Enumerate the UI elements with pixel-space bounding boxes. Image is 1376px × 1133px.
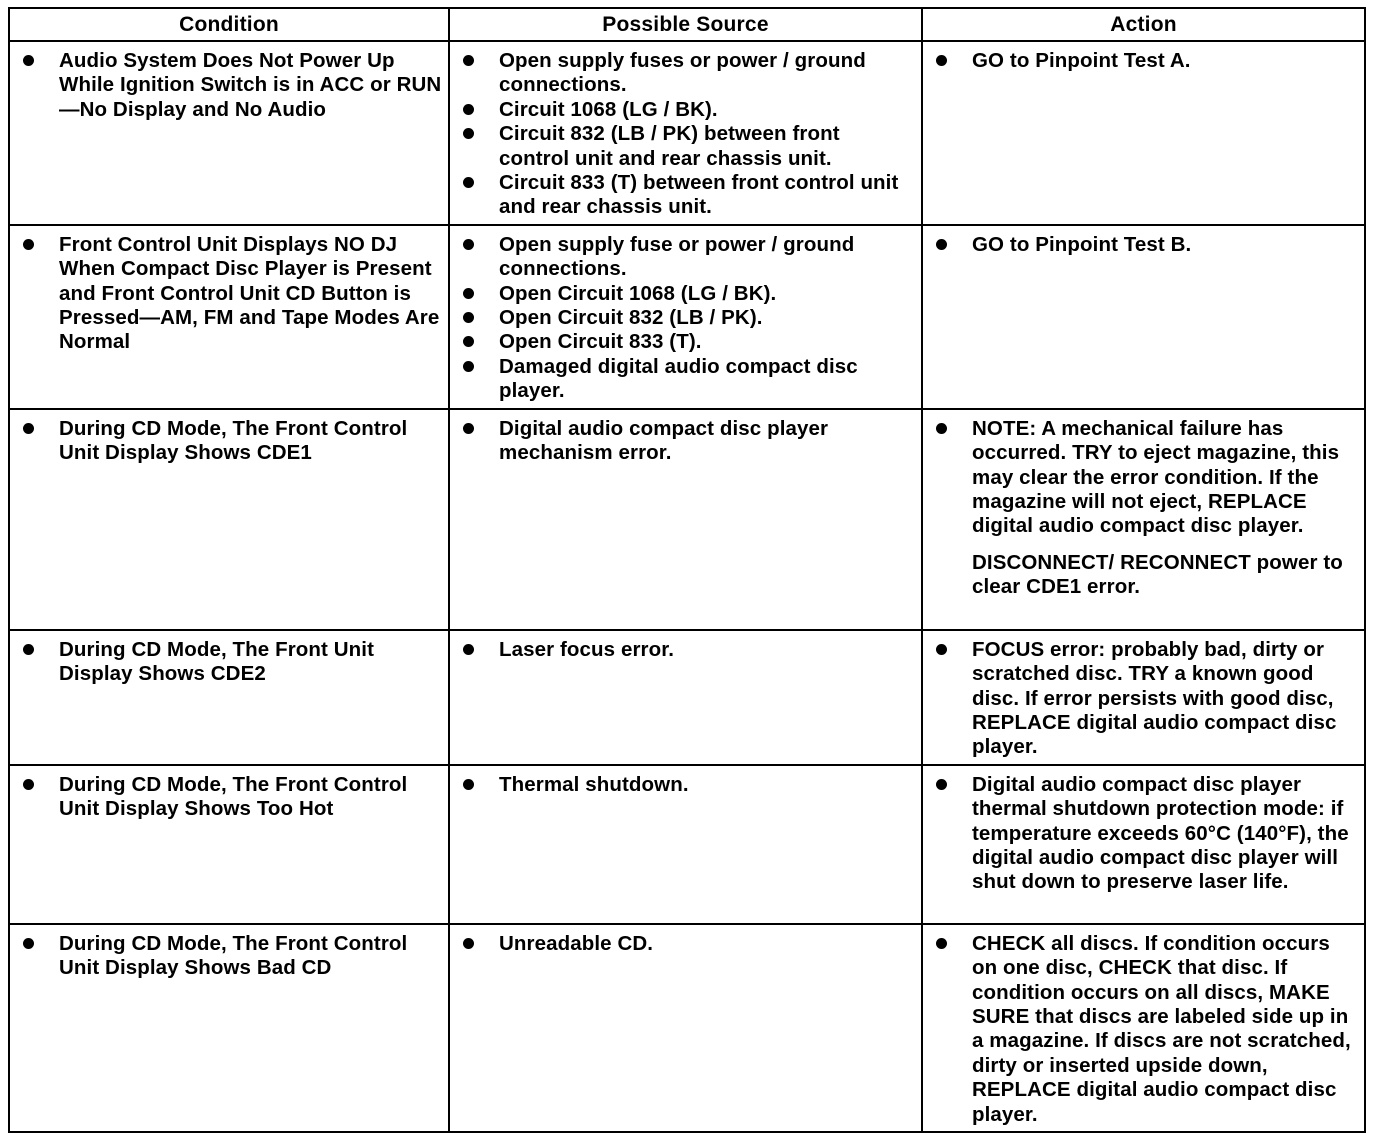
action-text: CHECK all discs. If condition occurs on one disc, CHECK that disc. If condition occurs on all discs, MAKE SURE that discs are labeled side up in a magazine. If discs are not scratched, dirty or inserted upside down, REPLACE digital audio compact disc player. — [933, 932, 1358, 1127]
source-item: Open Circuit 833 (T). — [460, 330, 915, 354]
table-row — [9, 409, 1365, 630]
source-item: Thermal shutdown. — [460, 773, 915, 797]
source-item: Circuit 1068 (LG / BK). — [460, 98, 915, 122]
condition-text: Front Control Unit Displays NO DJ When Compact Disc Player is Present and Front Control Unit CD Button is Pressed—AM, FM and Tape Modes Are Normal — [20, 233, 442, 355]
action-text: Digital audio compact disc player thermal shutdown protection mode: if temperature exceeds 60°C (140°F), the digital audio compact disc player will shut down to preserve laser life. — [933, 773, 1358, 895]
table-row — [9, 630, 1365, 765]
action-header: Action — [922, 8, 1365, 41]
source-item: Circuit 833 (T) between front control unit and rear chassis unit. — [460, 171, 915, 220]
possible-source-header: Possible Source — [449, 8, 922, 41]
condition-text: Audio System Does Not Power Up While Ignition Switch is in ACC or RUN—No Display and No Audio — [20, 49, 442, 122]
source-item: Open supply fuses or power / ground connections. — [460, 49, 915, 98]
condition-cell — [9, 765, 449, 924]
action-cell — [922, 924, 1365, 1132]
condition-cell — [9, 225, 449, 409]
action-cell — [922, 765, 1365, 924]
action-extra-text: DISCONNECT/ RECONNECT power to clear CDE1 error. — [972, 550, 1343, 599]
condition-text: During CD Mode, The Front Control Unit Display Shows CDE1 — [20, 417, 442, 466]
header-row — [9, 8, 1365, 41]
source-item: Unreadable CD. — [460, 932, 915, 956]
action-cell — [922, 409, 1365, 630]
action-cell — [922, 225, 1365, 409]
condition-cell — [9, 41, 449, 225]
source-item: Open supply fuse or power / ground connections. — [460, 233, 915, 282]
condition-header: Condition — [9, 8, 449, 41]
source-cell — [449, 765, 922, 924]
action-text: FOCUS error: probably bad, dirty or scratched disc. TRY a known good disc. If error persists with good disc, REPLACE digital audio compact disc player. — [933, 638, 1358, 760]
table-row — [9, 924, 1365, 1132]
condition-text: During CD Mode, The Front Control Unit Display Shows Bad CD — [20, 932, 442, 981]
source-item: Laser focus error. — [460, 638, 915, 662]
source-item: Open Circuit 832 (LB / PK). — [460, 306, 915, 330]
condition-cell — [9, 630, 449, 765]
table-row — [9, 41, 1365, 225]
table-row — [9, 225, 1365, 409]
source-item: Circuit 832 (LB / PK) between front control unit and rear chassis unit. — [460, 122, 915, 171]
table-header — [9, 8, 1365, 41]
condition-text: During CD Mode, The Front Unit Display Shows CDE2 — [20, 638, 442, 687]
condition-cell — [9, 924, 449, 1132]
source-item: Digital audio compact disc player mechanism error. — [460, 417, 915, 466]
source-item: Damaged digital audio compact disc player. — [460, 355, 915, 404]
source-cell — [449, 924, 922, 1132]
action-cell — [922, 630, 1365, 765]
action-text: GO to Pinpoint Test B. — [933, 233, 1358, 257]
source-cell — [449, 409, 922, 630]
table-row — [9, 765, 1365, 924]
source-cell — [449, 41, 922, 225]
table-body — [9, 41, 1365, 1132]
condition-text: During CD Mode, The Front Control Unit Display Shows Too Hot — [20, 773, 442, 822]
source-cell — [449, 225, 922, 409]
diagnosis-table — [8, 7, 1366, 1133]
action-text: NOTE: A mechanical failure has occurred. TRY to eject magazine, this may clear the error condition. If the magazine will not eject, REPLACE digital audio compact disc player. — [933, 417, 1358, 539]
action-cell — [922, 41, 1365, 225]
action-text: GO to Pinpoint Test A. — [933, 49, 1358, 73]
source-cell — [449, 630, 922, 765]
condition-cell — [9, 409, 449, 630]
source-item: Open Circuit 1068 (LG / BK). — [460, 282, 915, 306]
